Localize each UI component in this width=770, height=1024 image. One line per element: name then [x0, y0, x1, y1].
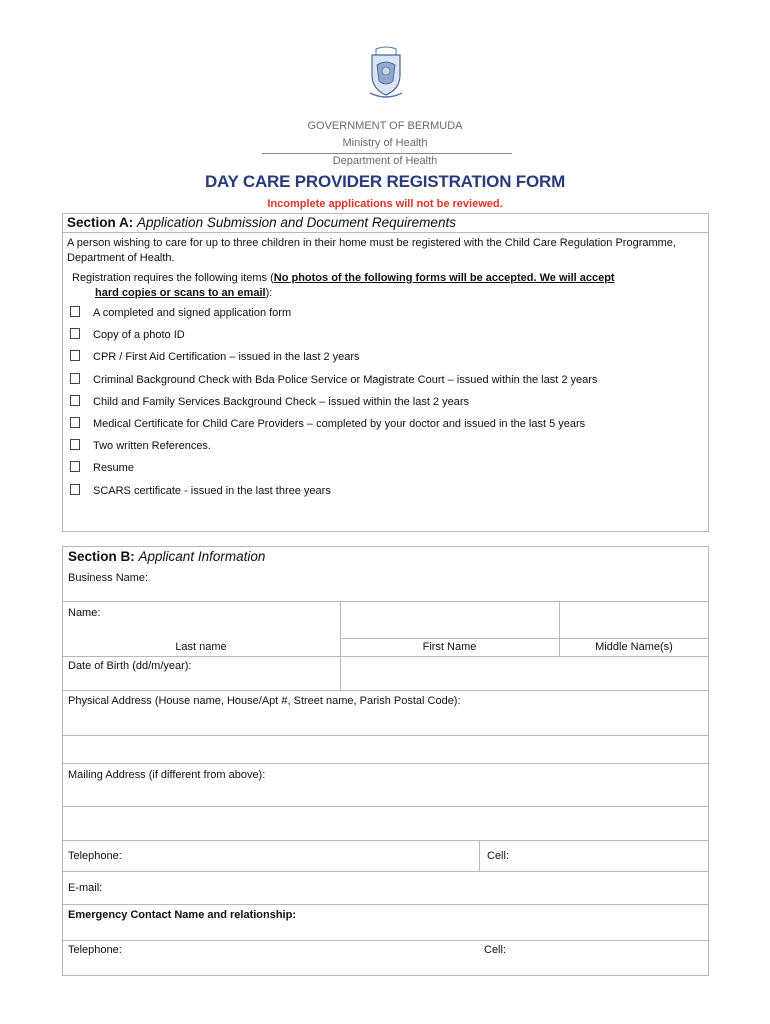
list-item — [70, 350, 597, 372]
requirements-suffix: ): — [265, 287, 273, 299]
ministry-name: Ministry of Health — [342, 137, 428, 149]
requirements-checklist — [70, 306, 597, 506]
emergency-cell-label: Cell: — [484, 944, 507, 956]
bermuda-crest-icon — [366, 45, 406, 101]
section-b-heading: Applicant Information — [138, 549, 266, 564]
checkbox[interactable] — [70, 417, 80, 428]
checkbox[interactable] — [70, 350, 80, 361]
list-item — [70, 461, 597, 483]
section-a-intro: A person wishing to care for up to three children in their home must be registered with the Child Care Regulation Programme, Department of Health. — [67, 237, 676, 264]
list-item-label: Criminal Background Check with Bda Police Service or Magistrate Court – issued within the last 2 years — [93, 373, 598, 386]
list-item-label: SCARS certificate - issued in the last three years — [93, 484, 331, 497]
physical-address-label: Physical Address (House name, House/Apt #, Street name, Parish Postal Code): — [68, 695, 461, 707]
government-name: GOVERNMENT OF BERMUDA — [307, 120, 463, 132]
department-name: Department of Health — [332, 155, 438, 167]
requirements-statement — [72, 271, 702, 301]
list-item-label: Child and Family Services Background Check – issued within the last 2 years — [93, 395, 470, 408]
checkbox[interactable] — [70, 484, 80, 495]
header-divider — [262, 153, 512, 154]
divider — [62, 840, 709, 841]
list-item-label: CPR / First Aid Certification – issued in the last 2 years — [93, 351, 360, 364]
list-item-label: A completed and signed application form — [93, 307, 292, 319]
requirements-prefix: Registration requires the following items ( — [72, 272, 274, 284]
form-title: DAY CARE PROVIDER REGISTRATION FORM — [204, 172, 566, 191]
divider — [62, 806, 709, 807]
checkbox[interactable] — [70, 395, 80, 406]
divider — [62, 690, 709, 691]
list-item-label: Two written References. — [93, 440, 211, 453]
first-name-label: First Name — [422, 641, 477, 653]
section-a-heading: Application Submission and Document Requirements — [137, 215, 456, 230]
list-item — [70, 328, 597, 350]
checkbox[interactable] — [70, 306, 80, 317]
divider — [62, 904, 709, 905]
section-a-label: Section A: — [67, 215, 134, 230]
divider — [62, 601, 709, 602]
name-label: Name: — [68, 607, 101, 619]
divider — [340, 638, 709, 639]
divider — [62, 735, 709, 736]
checkbox[interactable] — [70, 461, 80, 472]
emergency-contact-label: Emergency Contact Name and relationship: — [68, 909, 296, 921]
list-item-label: Medical Certificate for Child Care Providers – completed by your doctor and issued in the last 5 years — [93, 417, 586, 430]
divider — [479, 840, 480, 871]
checkbox[interactable] — [70, 439, 80, 450]
list-item — [70, 439, 597, 461]
section-b-title — [68, 550, 265, 564]
incomplete-warning: Incomplete applications will not be reviewed. — [267, 198, 503, 210]
divider — [62, 940, 709, 941]
middle-name-label: Middle Name(s) — [595, 641, 673, 653]
list-item — [70, 417, 597, 439]
telephone-label: Telephone: — [68, 850, 122, 862]
list-item — [70, 395, 597, 417]
divider — [62, 871, 709, 872]
checkbox[interactable] — [70, 373, 80, 384]
mailing-address-label: Mailing Address (if different from above): — [68, 769, 266, 781]
last-name-label: Last name — [175, 641, 227, 653]
list-item — [70, 484, 597, 506]
section-a-title — [62, 214, 709, 233]
checkbox[interactable] — [70, 328, 80, 339]
list-item — [70, 373, 597, 395]
divider — [62, 656, 709, 657]
requirements-emphasis-2: hard copies or scans to an email — [95, 287, 266, 299]
business-name-label: Business Name: — [68, 572, 149, 584]
cell-label: Cell: — [487, 850, 510, 862]
list-item-label: Resume — [93, 462, 134, 475]
section-b-label: Section B: — [68, 549, 135, 564]
requirements-emphasis-1: No photos of the following forms will be accepted. We will accept — [273, 272, 615, 284]
dob-label: Date of Birth (dd/m/year): — [68, 660, 192, 672]
emergency-telephone-label: Telephone: — [68, 944, 122, 956]
list-item-label: Copy of a photo ID — [93, 329, 185, 342]
list-item — [70, 306, 597, 328]
divider — [62, 763, 709, 764]
email-label: E-mail: — [68, 882, 103, 894]
